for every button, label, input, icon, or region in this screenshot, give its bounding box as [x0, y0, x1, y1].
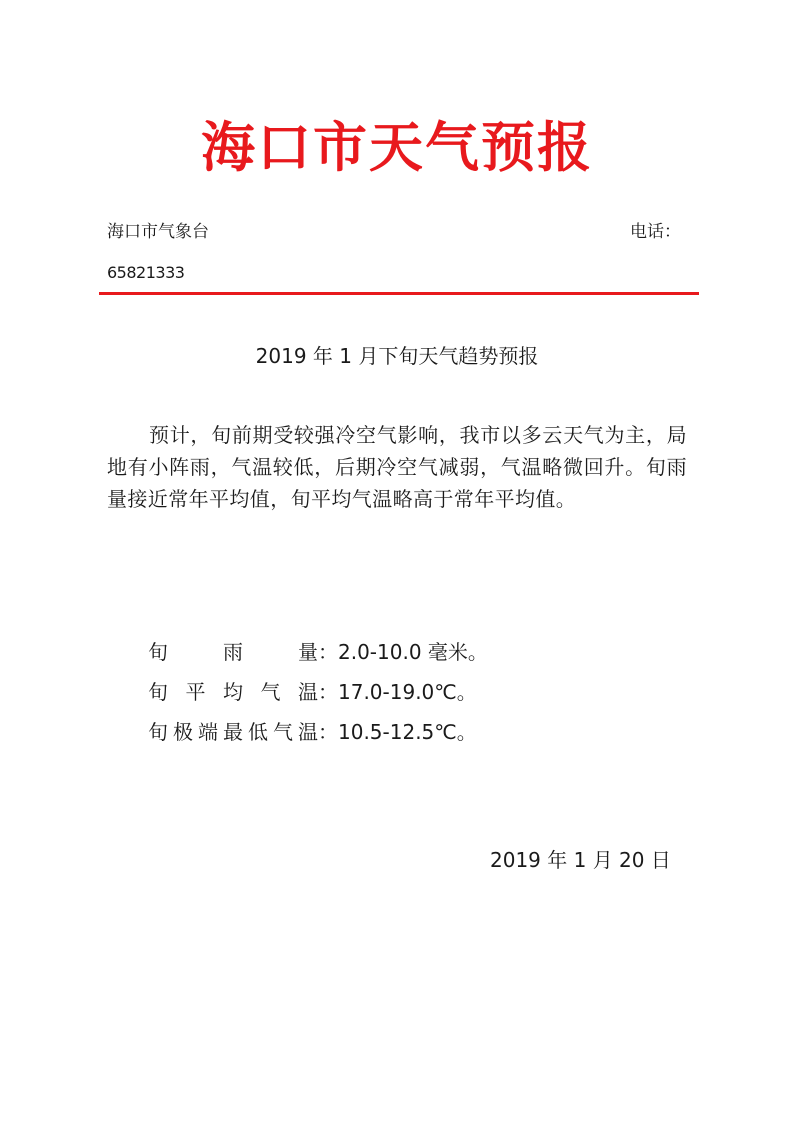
- stat-value: 17.0-19.0℃。: [338, 680, 477, 704]
- stat-value: 10.5-12.5℃。: [338, 720, 477, 744]
- phone-label: 电话：: [630, 222, 681, 242]
- stat-separator: ：: [318, 680, 338, 704]
- stat-label: 旬雨量: [148, 640, 318, 664]
- header-divider: [99, 292, 699, 295]
- stat-label: 旬平均气温: [148, 680, 318, 704]
- stat-separator: ：: [318, 640, 338, 664]
- stat-label: 旬极端最低气温: [148, 720, 318, 744]
- stat-row-avg-temperature: [148, 677, 477, 707]
- stat-value: 2.0-10.0 毫米。: [338, 640, 488, 664]
- phone-number: 65821333: [107, 263, 185, 282]
- page-title: 海口市天气预报: [201, 116, 593, 179]
- stat-row-rainfall: [148, 637, 488, 667]
- issue-date: 2019 年 1 月 20 日: [490, 848, 671, 872]
- stat-row-min-temperature: [148, 717, 477, 747]
- organization-name: 海口市气象台: [107, 222, 209, 242]
- forecast-summary: 预计，旬前期受较强冷空气影响，我市以多云天气为主，局地有小阵雨，气温较低，后期冷空气减弱，气温略微回升。旬雨量接近常年平均值，旬平均气温略高于常年平均值。: [107, 423, 687, 511]
- report-subtitle: 2019 年 1 月下旬天气趋势预报: [255, 344, 539, 368]
- stat-separator: ：: [318, 720, 338, 744]
